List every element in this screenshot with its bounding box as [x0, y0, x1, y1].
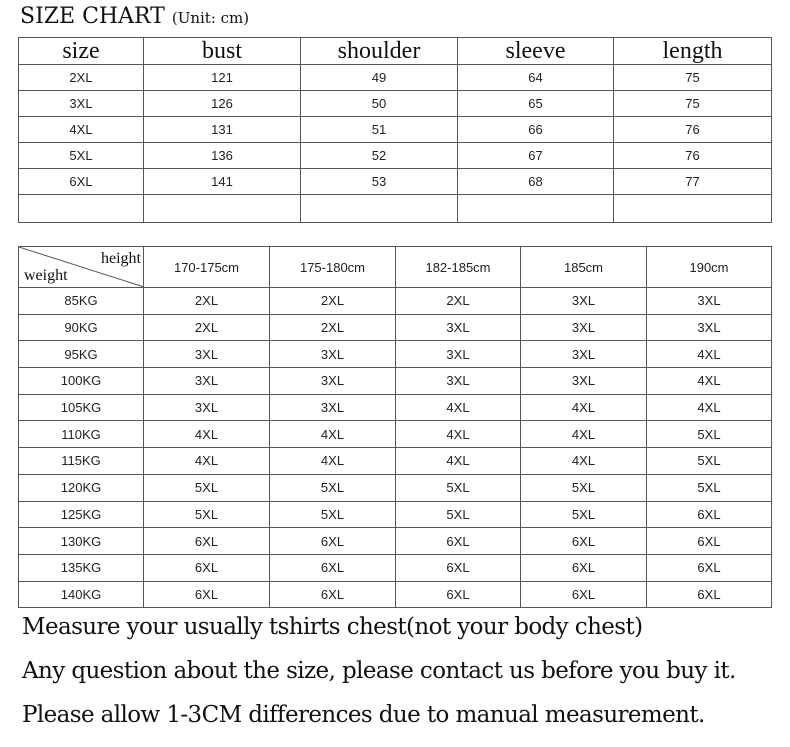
table-cell: 2XL — [19, 65, 144, 91]
weight-cell: 90KG — [19, 314, 144, 341]
table-cell: 75 — [614, 65, 772, 91]
height-header: 170-175cm — [144, 247, 270, 288]
empty-row — [19, 195, 772, 223]
weight-cell: 95KG — [19, 341, 144, 368]
size-cell: 4XL — [270, 421, 396, 448]
table-cell: 5XL — [19, 143, 144, 169]
height-header: 190cm — [647, 247, 772, 288]
height-label: height — [101, 250, 141, 267]
size-cell: 3XL — [144, 341, 270, 368]
size-cell: 2XL — [396, 288, 521, 315]
table-cell: 65 — [458, 91, 614, 117]
size-cell: 3XL — [396, 314, 521, 341]
size-chart-header: sleeve — [458, 38, 614, 65]
size-cell: 6XL — [144, 554, 270, 581]
size-cell: 6XL — [521, 581, 647, 608]
table-cell: 52 — [301, 143, 458, 169]
size-cell: 4XL — [144, 421, 270, 448]
weight-label: weight — [24, 267, 68, 284]
size-cell: 3XL — [521, 288, 647, 315]
weight-cell: 115KG — [19, 448, 144, 475]
empty-cell — [144, 195, 301, 223]
table-row — [19, 288, 772, 315]
table-cell: 76 — [614, 117, 772, 143]
fit-chart-header-row — [19, 247, 772, 288]
size-cell: 6XL — [647, 528, 772, 555]
size-chart-header: length — [614, 38, 772, 65]
empty-cell — [301, 195, 458, 223]
table-cell: 51 — [301, 117, 458, 143]
size-cell: 4XL — [647, 341, 772, 368]
table-row — [19, 169, 772, 195]
size-cell: 3XL — [521, 314, 647, 341]
table-row — [19, 314, 772, 341]
size-cell: 3XL — [144, 394, 270, 421]
size-cell: 5XL — [396, 474, 521, 501]
table-cell: 4XL — [19, 117, 144, 143]
weight-cell: 125KG — [19, 501, 144, 528]
table-cell: 50 — [301, 91, 458, 117]
size-cell: 6XL — [396, 528, 521, 555]
size-cell: 4XL — [396, 394, 521, 421]
title-unit: (Unit: cm) — [171, 9, 250, 27]
size-chart-table — [18, 37, 772, 223]
size-cell: 6XL — [647, 554, 772, 581]
table-row — [19, 474, 772, 501]
size-cell: 4XL — [647, 368, 772, 395]
size-cell: 4XL — [144, 448, 270, 475]
table-cell: 121 — [144, 65, 301, 91]
size-cell: 5XL — [521, 501, 647, 528]
size-cell: 5XL — [521, 474, 647, 501]
note-line: Any question about the size, please contact us before you buy it. — [22, 658, 736, 684]
size-cell: 4XL — [270, 448, 396, 475]
table-row — [19, 91, 772, 117]
size-cell: 5XL — [144, 501, 270, 528]
size-chart-header: shoulder — [301, 38, 458, 65]
size-cell: 4XL — [396, 448, 521, 475]
table-row — [19, 554, 772, 581]
table-cell: 76 — [614, 143, 772, 169]
size-cell: 6XL — [396, 554, 521, 581]
weight-cell: 100KG — [19, 368, 144, 395]
height-header: 175-180cm — [270, 247, 396, 288]
size-cell: 3XL — [270, 341, 396, 368]
weight-cell: 130KG — [19, 528, 144, 555]
table-row — [19, 448, 772, 475]
size-cell: 6XL — [270, 581, 396, 608]
size-cell: 3XL — [270, 394, 396, 421]
size-notes — [22, 610, 736, 742]
weight-cell: 105KG — [19, 394, 144, 421]
height-header: 182-185cm — [396, 247, 521, 288]
table-cell: 67 — [458, 143, 614, 169]
size-cell: 6XL — [521, 528, 647, 555]
fit-chart-body — [19, 288, 772, 608]
size-cell: 2XL — [144, 288, 270, 315]
weight-cell: 85KG — [19, 288, 144, 315]
size-cell: 4XL — [521, 421, 647, 448]
table-row — [19, 143, 772, 169]
size-cell: 6XL — [396, 581, 521, 608]
size-cell: 3XL — [396, 341, 521, 368]
size-cell: 5XL — [270, 501, 396, 528]
size-cell: 5XL — [144, 474, 270, 501]
table-cell: 77 — [614, 169, 772, 195]
size-cell: 5XL — [647, 474, 772, 501]
size-cell: 6XL — [144, 581, 270, 608]
size-cell: 3XL — [521, 368, 647, 395]
size-cell: 2XL — [270, 314, 396, 341]
size-cell: 6XL — [270, 554, 396, 581]
size-cell: 6XL — [647, 501, 772, 528]
table-row — [19, 341, 772, 368]
table-cell: 136 — [144, 143, 301, 169]
table-cell: 126 — [144, 91, 301, 117]
height-header: 185cm — [521, 247, 647, 288]
table-row — [19, 394, 772, 421]
size-cell: 6XL — [270, 528, 396, 555]
size-chart-header: size — [19, 38, 144, 65]
table-row — [19, 581, 772, 608]
size-cell: 2XL — [144, 314, 270, 341]
table-cell: 66 — [458, 117, 614, 143]
fit-chart-table — [18, 246, 772, 608]
size-cell: 6XL — [647, 581, 772, 608]
size-cell: 5XL — [270, 474, 396, 501]
table-cell: 49 — [301, 65, 458, 91]
size-chart-header: bust — [144, 38, 301, 65]
table-cell: 53 — [301, 169, 458, 195]
title-main: SIZE CHART — [20, 4, 165, 29]
table-cell: 141 — [144, 169, 301, 195]
size-cell: 6XL — [144, 528, 270, 555]
weight-cell: 120KG — [19, 474, 144, 501]
weight-cell: 135KG — [19, 554, 144, 581]
table-row — [19, 421, 772, 448]
empty-cell — [614, 195, 772, 223]
page-title — [20, 4, 249, 29]
size-cell: 3XL — [647, 288, 772, 315]
empty-cell — [458, 195, 614, 223]
size-cell: 4XL — [647, 394, 772, 421]
size-cell: 3XL — [270, 368, 396, 395]
size-cell: 3XL — [144, 368, 270, 395]
table-cell: 3XL — [19, 91, 144, 117]
table-cell: 131 — [144, 117, 301, 143]
size-cell: 4XL — [521, 394, 647, 421]
note-line: Please allow 1-3CM differences due to manual measurement. — [22, 702, 705, 728]
table-row — [19, 528, 772, 555]
size-cell: 4XL — [396, 421, 521, 448]
size-cell: 2XL — [270, 288, 396, 315]
table-cell: 64 — [458, 65, 614, 91]
size-cell: 3XL — [647, 314, 772, 341]
empty-cell — [19, 195, 144, 223]
corner-header — [19, 247, 144, 288]
table-row — [19, 368, 772, 395]
table-cell: 68 — [458, 169, 614, 195]
table-row — [19, 501, 772, 528]
weight-cell: 140KG — [19, 581, 144, 608]
size-cell: 5XL — [647, 421, 772, 448]
note-line: Measure your usually tshirts chest(not your body chest) — [22, 614, 643, 640]
size-cell: 5XL — [647, 448, 772, 475]
table-cell: 6XL — [19, 169, 144, 195]
size-cell: 5XL — [396, 501, 521, 528]
weight-cell: 110KG — [19, 421, 144, 448]
table-cell: 75 — [614, 91, 772, 117]
size-cell: 4XL — [521, 448, 647, 475]
size-cell: 3XL — [521, 341, 647, 368]
table-row — [19, 117, 772, 143]
size-cell: 6XL — [521, 554, 647, 581]
table-row — [19, 65, 772, 91]
size-chart-header-row — [19, 38, 772, 65]
size-cell: 3XL — [396, 368, 521, 395]
